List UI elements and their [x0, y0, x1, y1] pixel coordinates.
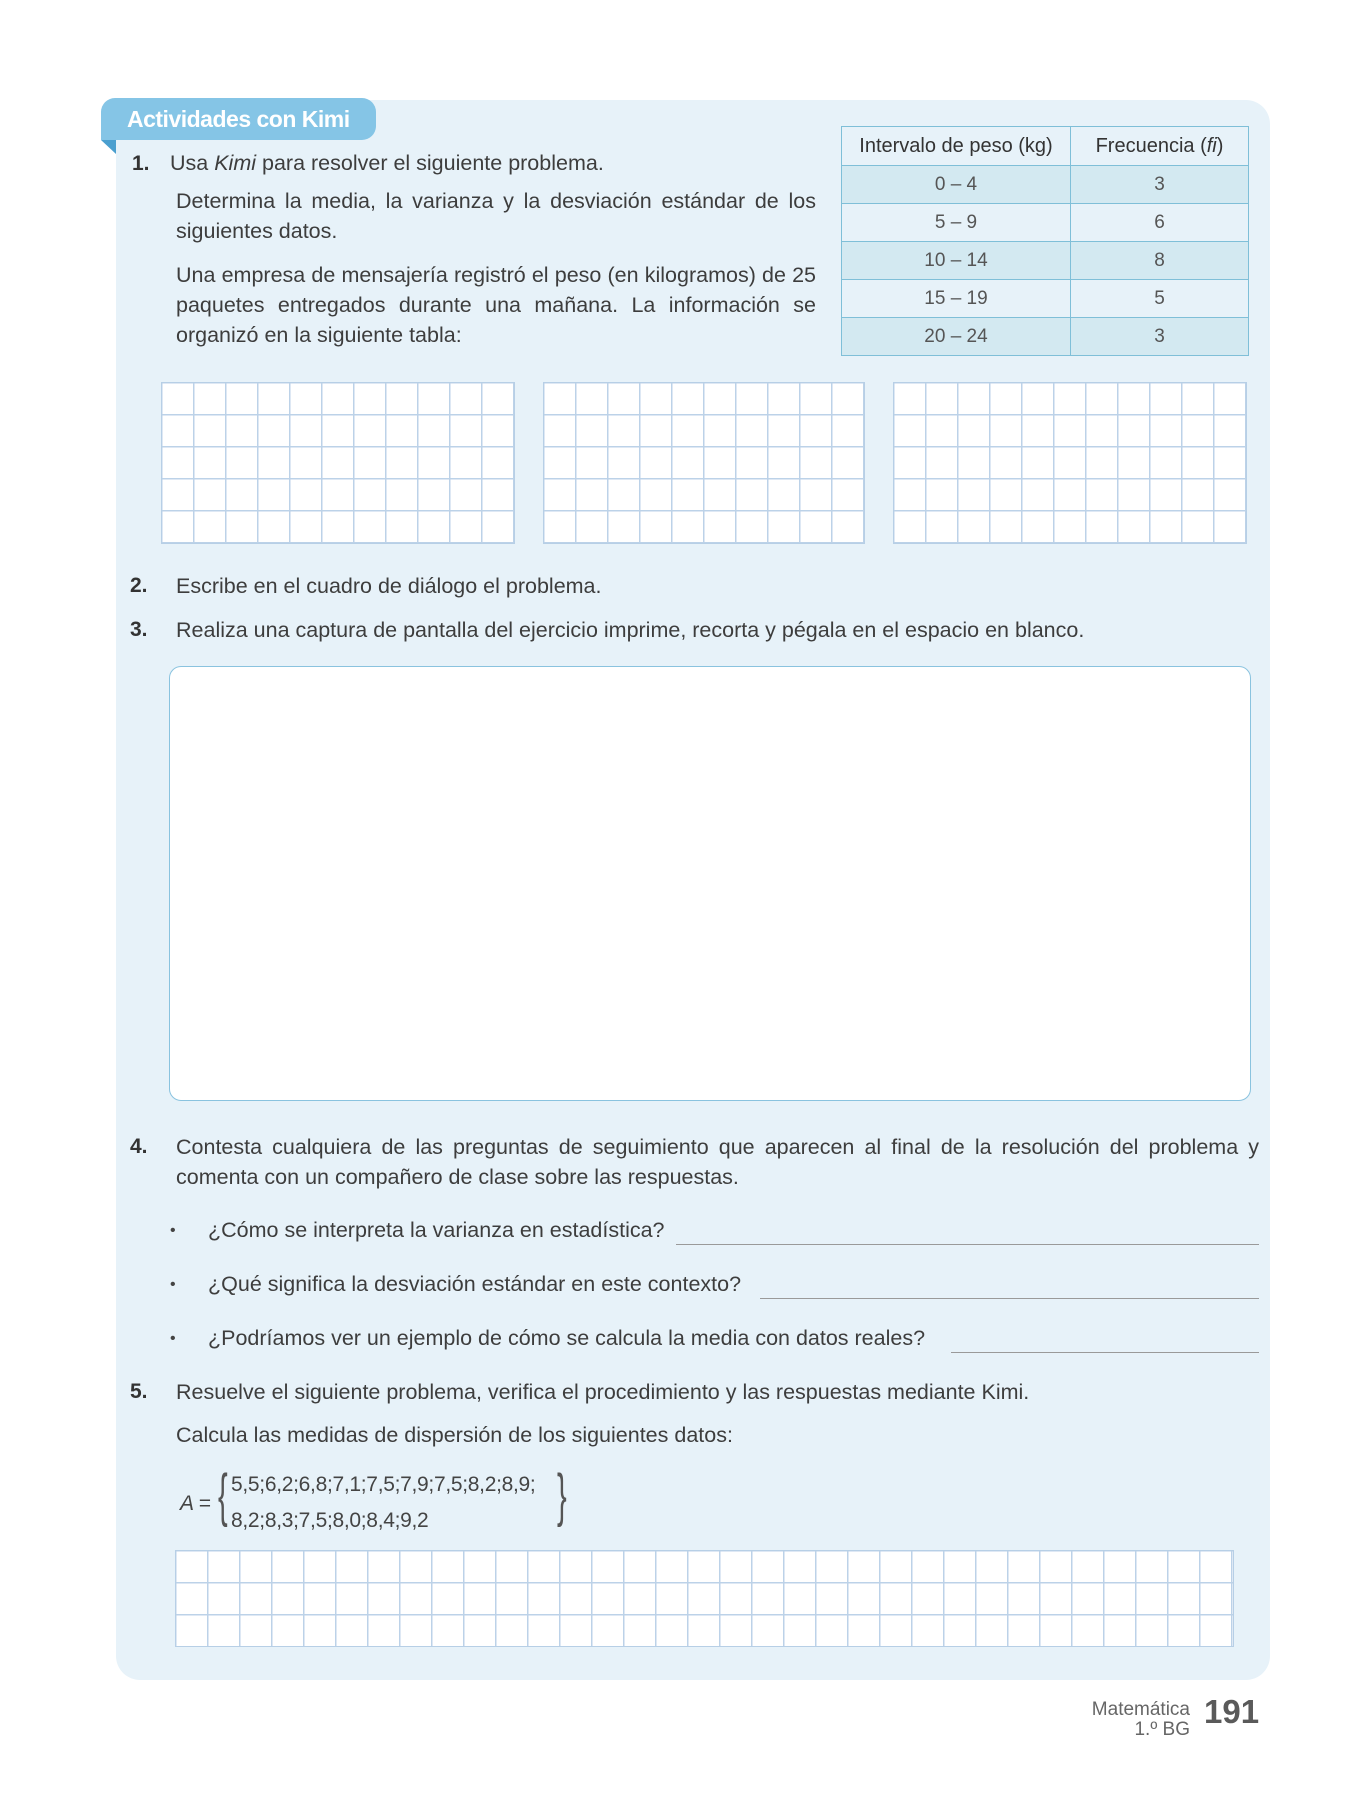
cell-frequency: 8 — [1071, 242, 1249, 280]
intro-text: Usa — [170, 151, 215, 175]
activity-5-number: 5. — [130, 1380, 148, 1403]
activity-1-intro — [170, 148, 604, 178]
page-number: 191 — [1204, 1693, 1260, 1730]
work-grid-bottom[interactable] — [175, 1550, 1234, 1647]
set-values-line-2: 8,2;8,3;7,5;8,0;8,4;9,2 — [231, 1509, 429, 1532]
header-frequency — [1071, 127, 1249, 166]
table-row — [842, 166, 1249, 204]
work-grid-2[interactable] — [543, 382, 865, 544]
work-grid-1[interactable] — [161, 382, 515, 544]
header-freq-text: Frecuencia ( — [1095, 134, 1207, 157]
set-label: A = — [180, 1492, 211, 1515]
tab-fold-decoration — [101, 140, 116, 154]
activity-3-text: Realiza una captura de pantalla del ejercicio imprime, recorta y pégala en el espacio en blanco. — [176, 618, 1085, 642]
table-row — [842, 242, 1249, 280]
question-1: ¿Cómo se interpreta la varianza en estadística? — [208, 1218, 665, 1242]
activity-2-number: 2. — [130, 574, 148, 597]
table-row — [842, 318, 1249, 356]
cell-interval: 0 – 4 — [842, 166, 1071, 204]
question-3: ¿Podríamos ver un ejemplo de cómo se calcula la media con datos reales? — [208, 1326, 926, 1350]
cell-frequency: 3 — [1071, 318, 1249, 356]
footer-subject — [1092, 1700, 1190, 1740]
activity-4-text: Contesta cualquiera de las preguntas de seguimiento que aparecen al final de la resolución del problema y comenta con un compañero de clase sobre las respuestas. — [176, 1135, 1259, 1189]
question-2: ¿Qué significa la desviación estándar en este contexto? — [208, 1272, 742, 1296]
activity-1-paragraph-2: Una empresa de mensajería registró el peso (en kilogramos) de 25 paquetes entregados durante una mañana. La información se organizó en la siguiente tabla: — [176, 263, 816, 347]
cell-frequency: 3 — [1071, 166, 1249, 204]
subject-label: Matemática — [1091, 1699, 1190, 1720]
cell-interval: 15 – 19 — [842, 280, 1071, 318]
answer-line-2[interactable] — [760, 1298, 1259, 1299]
work-grid-3[interactable] — [893, 382, 1247, 544]
section-title: Actividades con Kimi — [127, 106, 350, 132]
screenshot-paste-area[interactable] — [169, 666, 1251, 1101]
cell-interval: 5 – 9 — [842, 204, 1071, 242]
activity-1-number: 1. — [132, 152, 150, 175]
grade-label: 1.º BG — [1134, 1719, 1190, 1740]
activity-5-text: Resuelve el siguiente problema, verifica el procedimiento y las respuestas mediante Kimi. — [176, 1380, 1030, 1404]
set-values-line-1: 5,5;6,2;6,8;7,1;7,5;7,9;7,5;8,2;8,9; — [231, 1473, 536, 1496]
cell-frequency: 6 — [1071, 204, 1249, 242]
kimi-italic: Kimi — [214, 151, 257, 175]
bullet-icon: • — [170, 1330, 176, 1347]
bullet-icon: • — [170, 1222, 176, 1239]
cell-interval: 10 – 14 — [842, 242, 1071, 280]
table-row — [842, 204, 1249, 242]
bullet-icon: • — [170, 1276, 176, 1293]
activity-1-paragraph-1: Determina la media, la varianza y la desviación estándar de los siguientes datos. — [176, 189, 816, 243]
intro-text-end: para resolver el siguiente problema. — [256, 151, 604, 175]
table-row — [842, 280, 1249, 318]
activity-3-number: 3. — [130, 618, 148, 641]
header-freq-italic: fi — [1206, 134, 1217, 157]
cell-interval: 20 – 24 — [842, 318, 1071, 356]
header-interval: Intervalo de peso (kg) — [842, 127, 1071, 166]
answer-line-1[interactable] — [676, 1244, 1259, 1245]
activity-4-number: 4. — [130, 1135, 148, 1158]
header-freq-close: ) — [1216, 134, 1224, 157]
open-brace: { — [218, 1463, 228, 1528]
close-brace: } — [557, 1463, 567, 1528]
cell-frequency: 5 — [1071, 280, 1249, 318]
answer-line-3[interactable] — [951, 1352, 1259, 1353]
activity-2-text: Escribe en el cuadro de diálogo el problema. — [176, 574, 602, 598]
frequency-table — [841, 126, 1249, 356]
section-title-tab — [101, 98, 376, 140]
activity-5-subtext: Calcula las medidas de dispersión de los siguientes datos: — [176, 1423, 733, 1447]
